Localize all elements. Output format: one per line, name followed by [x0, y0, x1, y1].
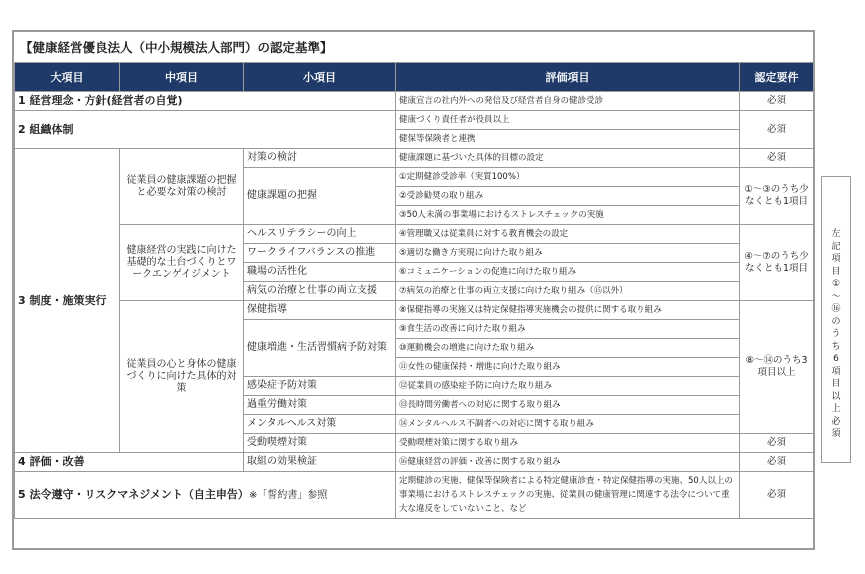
side-note-char: 項 [831, 254, 841, 264]
eval-item: ⑧保健指導の実施又は特定保健指導実施機会の提供に関する取り組み [396, 301, 740, 320]
minor-item: 感染症予防対策 [244, 377, 396, 396]
table-row [15, 111, 814, 130]
eval-item: 健康づくり責任者が役員以上 [396, 111, 740, 130]
eval-item: ⑬長時間労働者への対応に関する取り組み [396, 396, 740, 415]
middle-item-1: 従業員の健康課題の把握と必要な対策の検討 [120, 149, 244, 225]
requirement-cell: 必須 [740, 92, 814, 111]
eval-item: 定期健診の実施、健保等保険者による特定健康診査・特定保健指導の実施、50人以上の事業場におけるストレスチェックの実施、従業員の健康管理に関連する法令について重大な違反をしていないこと、など [396, 472, 740, 519]
criteria-table [14, 62, 814, 519]
eval-item: ⑩運動機会の増進に向けた取り組み [396, 339, 740, 358]
eval-item: ③50人未満の事業場におけるストレスチェックの実施 [396, 206, 740, 225]
middle-item-3: 従業員の心と身体の健康づくりに向けた具体的対策 [120, 301, 244, 453]
minor-item: ヘルスリテラシーの向上 [244, 225, 396, 244]
minor-item: 病気の治療と仕事の両立支援 [244, 282, 396, 301]
major-item-5-label: 5 法令遵守・リスクマネジメント（自主申告） [18, 487, 249, 501]
eval-item: 健康課題に基づいた具体的目標の設定 [396, 149, 740, 168]
requirement-cell: 必須 [740, 472, 814, 519]
eval-item: ⑤適切な働き方実現に向けた取り組み [396, 244, 740, 263]
side-note-char: ち [831, 341, 841, 352]
minor-item: ワークライフバランスの推進 [244, 244, 396, 263]
eval-item: ⑫従業員の感染症予防に向けた取り組み [396, 377, 740, 396]
major-item-2: 2 組織体制 [15, 111, 396, 149]
minor-item: 対策の検討 [244, 149, 396, 168]
major-item-5 [15, 472, 396, 519]
table-row [15, 472, 814, 519]
eval-item: ⑭メンタルヘルス不調者への対応に関する取り組み [396, 415, 740, 434]
major-item-4: 4 評価・改善 [15, 453, 244, 472]
table-row [15, 453, 814, 472]
side-note-char: ⑯ [831, 304, 841, 314]
major-item-3: 3 制度・施策実行 [15, 149, 120, 453]
side-note-char: 目 [831, 266, 841, 277]
requirement-cell: 必須 [740, 453, 814, 472]
eval-item: ④管理職又は従業員に対する教育機会の設定 [396, 225, 740, 244]
minor-item: 取組の効果検証 [244, 453, 396, 472]
eval-item: ⑥コミュニケーションの促進に向けた取り組み [396, 263, 740, 282]
minor-item: 健康増進・生活習慣病予防対策 [244, 320, 396, 377]
header-minor: 小項目 [244, 63, 396, 92]
requirement-cell: ⑧～⑭のうち3項目以上 [740, 301, 814, 434]
requirement-cell: 必須 [740, 434, 814, 453]
table-row [15, 92, 814, 111]
minor-item: 過重労働対策 [244, 396, 396, 415]
side-note-char: 目 [831, 379, 841, 389]
side-note-char: の [831, 316, 841, 327]
minor-item: 健康課題の把握 [244, 168, 396, 225]
middle-item-2: 健康経営の実践に向けた基礎的な土台づくりとワークエンゲイジメント [120, 225, 244, 301]
eval-item: ①定期健診受診率（実質100%） [396, 168, 740, 187]
side-note-char: 6 [833, 354, 839, 364]
side-note-char: 上 [831, 404, 841, 414]
requirement-cell: 必須 [740, 111, 814, 149]
eval-item: ⑨食生活の改善に向けた取り組み [396, 320, 740, 339]
table-row [15, 149, 814, 168]
side-note-char: 左 [831, 229, 841, 239]
eval-item: 健康宣言の社内外への発信及び経営者自身の健診受診 [396, 92, 740, 111]
header-middle: 中項目 [120, 63, 244, 92]
eval-item: ⑦病気の治療と仕事の両立支援に向けた取り組み（⑮以外） [396, 282, 740, 301]
table-row [15, 225, 814, 244]
requirement-cell: ①～③のうち少なくとも1項目 [740, 168, 814, 225]
side-note-char: 必 [831, 416, 841, 427]
eval-item: ②受診勧奨の取り組み [396, 187, 740, 206]
side-note-char: ① [831, 279, 841, 289]
table-row [15, 301, 814, 320]
page-title: 【健康経営優良法人（中小規模法人部門）の認定基準】 [14, 32, 813, 62]
side-note-char: 須 [831, 429, 841, 439]
minor-item: 職場の活性化 [244, 263, 396, 282]
pledge-note: ※「誓約書」参照 [248, 489, 328, 501]
major-item-1: 1 経営理念・方針(経営者の自覚) [15, 92, 396, 111]
eval-item: ⑪女性の健康保持・増進に向けた取り組み [396, 358, 740, 377]
side-note [821, 228, 851, 441]
header-row [15, 63, 814, 92]
eval-item: 健保等保険者と連携 [396, 130, 740, 149]
header-major: 大項目 [15, 63, 120, 92]
side-note-char: 項 [831, 366, 841, 377]
side-note-char: 記 [831, 241, 841, 252]
side-note-char: う [831, 329, 841, 339]
header-evaluation: 評価項目 [396, 63, 740, 92]
requirement-cell: 必須 [740, 149, 814, 168]
header-requirement: 認定要件 [740, 63, 814, 92]
eval-item: 受動喫煙対策に関する取り組み [396, 434, 740, 453]
side-note-char: 〜 [831, 291, 841, 302]
minor-item: 保健指導 [244, 301, 396, 320]
eval-item: ⑯健康経営の評価・改善に関する取り組み [396, 453, 740, 472]
minor-item: 受動喫煙対策 [244, 434, 396, 453]
requirement-cell: ④～⑦のうち少なくとも1項目 [740, 225, 814, 301]
side-note-char: 以 [831, 391, 841, 402]
minor-item: メンタルヘルス対策 [244, 415, 396, 434]
